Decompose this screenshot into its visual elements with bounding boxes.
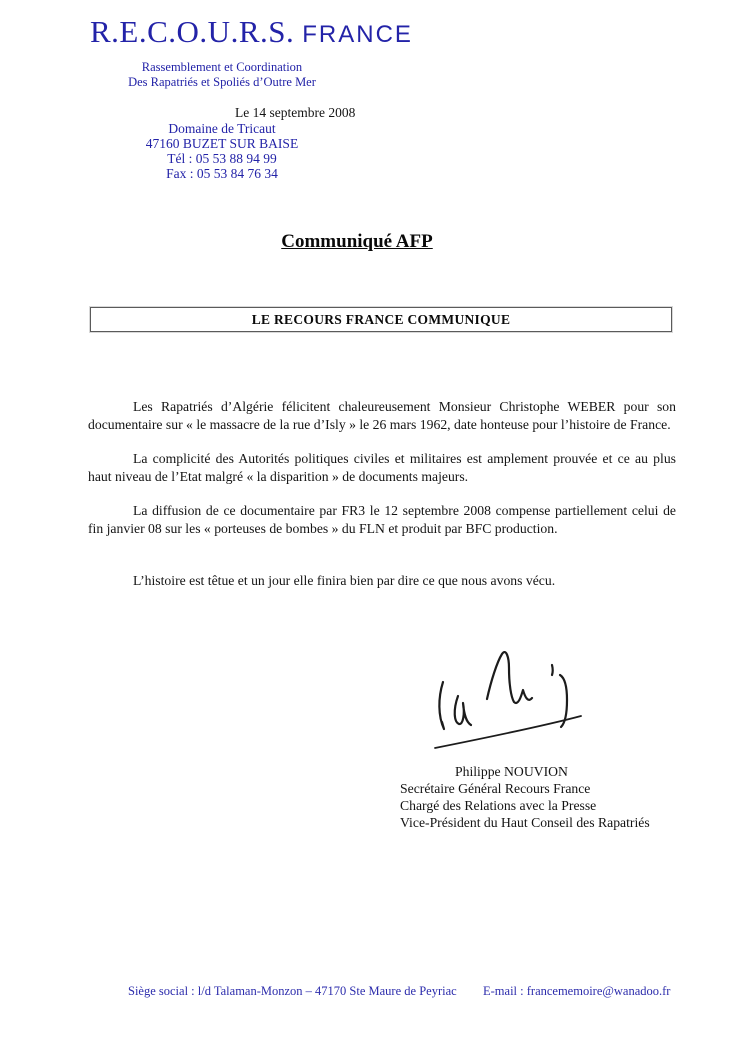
body-paragraph-4: L’histoire est têtue et un jour elle finira bien par dire ce que nous avons vécu. xyxy=(133,573,556,588)
org-acronym: R.E.C.O.U.R.S. xyxy=(90,14,295,49)
signer-name: Philippe NOUVION xyxy=(455,764,568,779)
sender-address-line2: 47160 BUZET SUR BAISE xyxy=(145,136,299,151)
sender-phone: Tél : 05 53 88 94 99 xyxy=(167,151,277,166)
signature-block xyxy=(400,763,650,831)
org-country-label: FRANCE xyxy=(302,21,413,48)
signer-title-3: Vice-Président du Haut Conseil des Rapatriés xyxy=(400,815,650,830)
org-subtitle-line1: Rassemblement et Coordination xyxy=(141,60,303,74)
org-subtitle-line2: Des Rapatriés et Spoliés d’Outre Mer xyxy=(128,74,316,89)
sender-address xyxy=(122,121,322,181)
body-paragraph-2: La complicité des Autorités politiques civiles et militaires est amplement prouvée et ce au plus haut niveau de l’Etat malgré « la disparition » de documents majeurs. xyxy=(88,451,676,484)
signer-title-2: Chargé des Relations avec la Presse xyxy=(400,798,597,813)
sender-fax: Fax : 05 53 84 76 34 xyxy=(166,166,278,181)
org-title xyxy=(90,14,413,50)
document-title: Communiqué AFP xyxy=(281,231,433,252)
footer-address: Siège social : l/d Talaman-Monzon – 47170 Ste Maure de Peyriac xyxy=(128,984,457,998)
boxed-heading: LE RECOURS FRANCE COMMUNIQUE xyxy=(90,307,672,332)
org-subtitle xyxy=(122,60,322,89)
body-paragraph-1: Les Rapatriés d’Algérie félicitent chaleureusement Monsieur Christophe WEBER pour son documentaire sur « le massacre de la rue d’Isly » le 26 mars 1962, date honteuse pour l’histoire de France. xyxy=(88,399,676,432)
letter-body xyxy=(88,398,676,607)
signature-scribble-image xyxy=(415,636,605,754)
footer-email: E-mail : francememoire@wanadoo.fr xyxy=(483,984,671,998)
letter-date: Le 14 septembre 2008 xyxy=(235,105,356,120)
signer-title-1: Secrétaire Général Recours France xyxy=(400,781,591,796)
body-paragraph-3: La diffusion de ce documentaire par FR3 le 12 septembre 2008 compense partiellement celui de fin janvier 08 sur les « porteuses de bombes » du FLN et produit par BFC production. xyxy=(88,503,676,536)
sender-address-line1: Domaine de Tricaut xyxy=(168,121,276,136)
